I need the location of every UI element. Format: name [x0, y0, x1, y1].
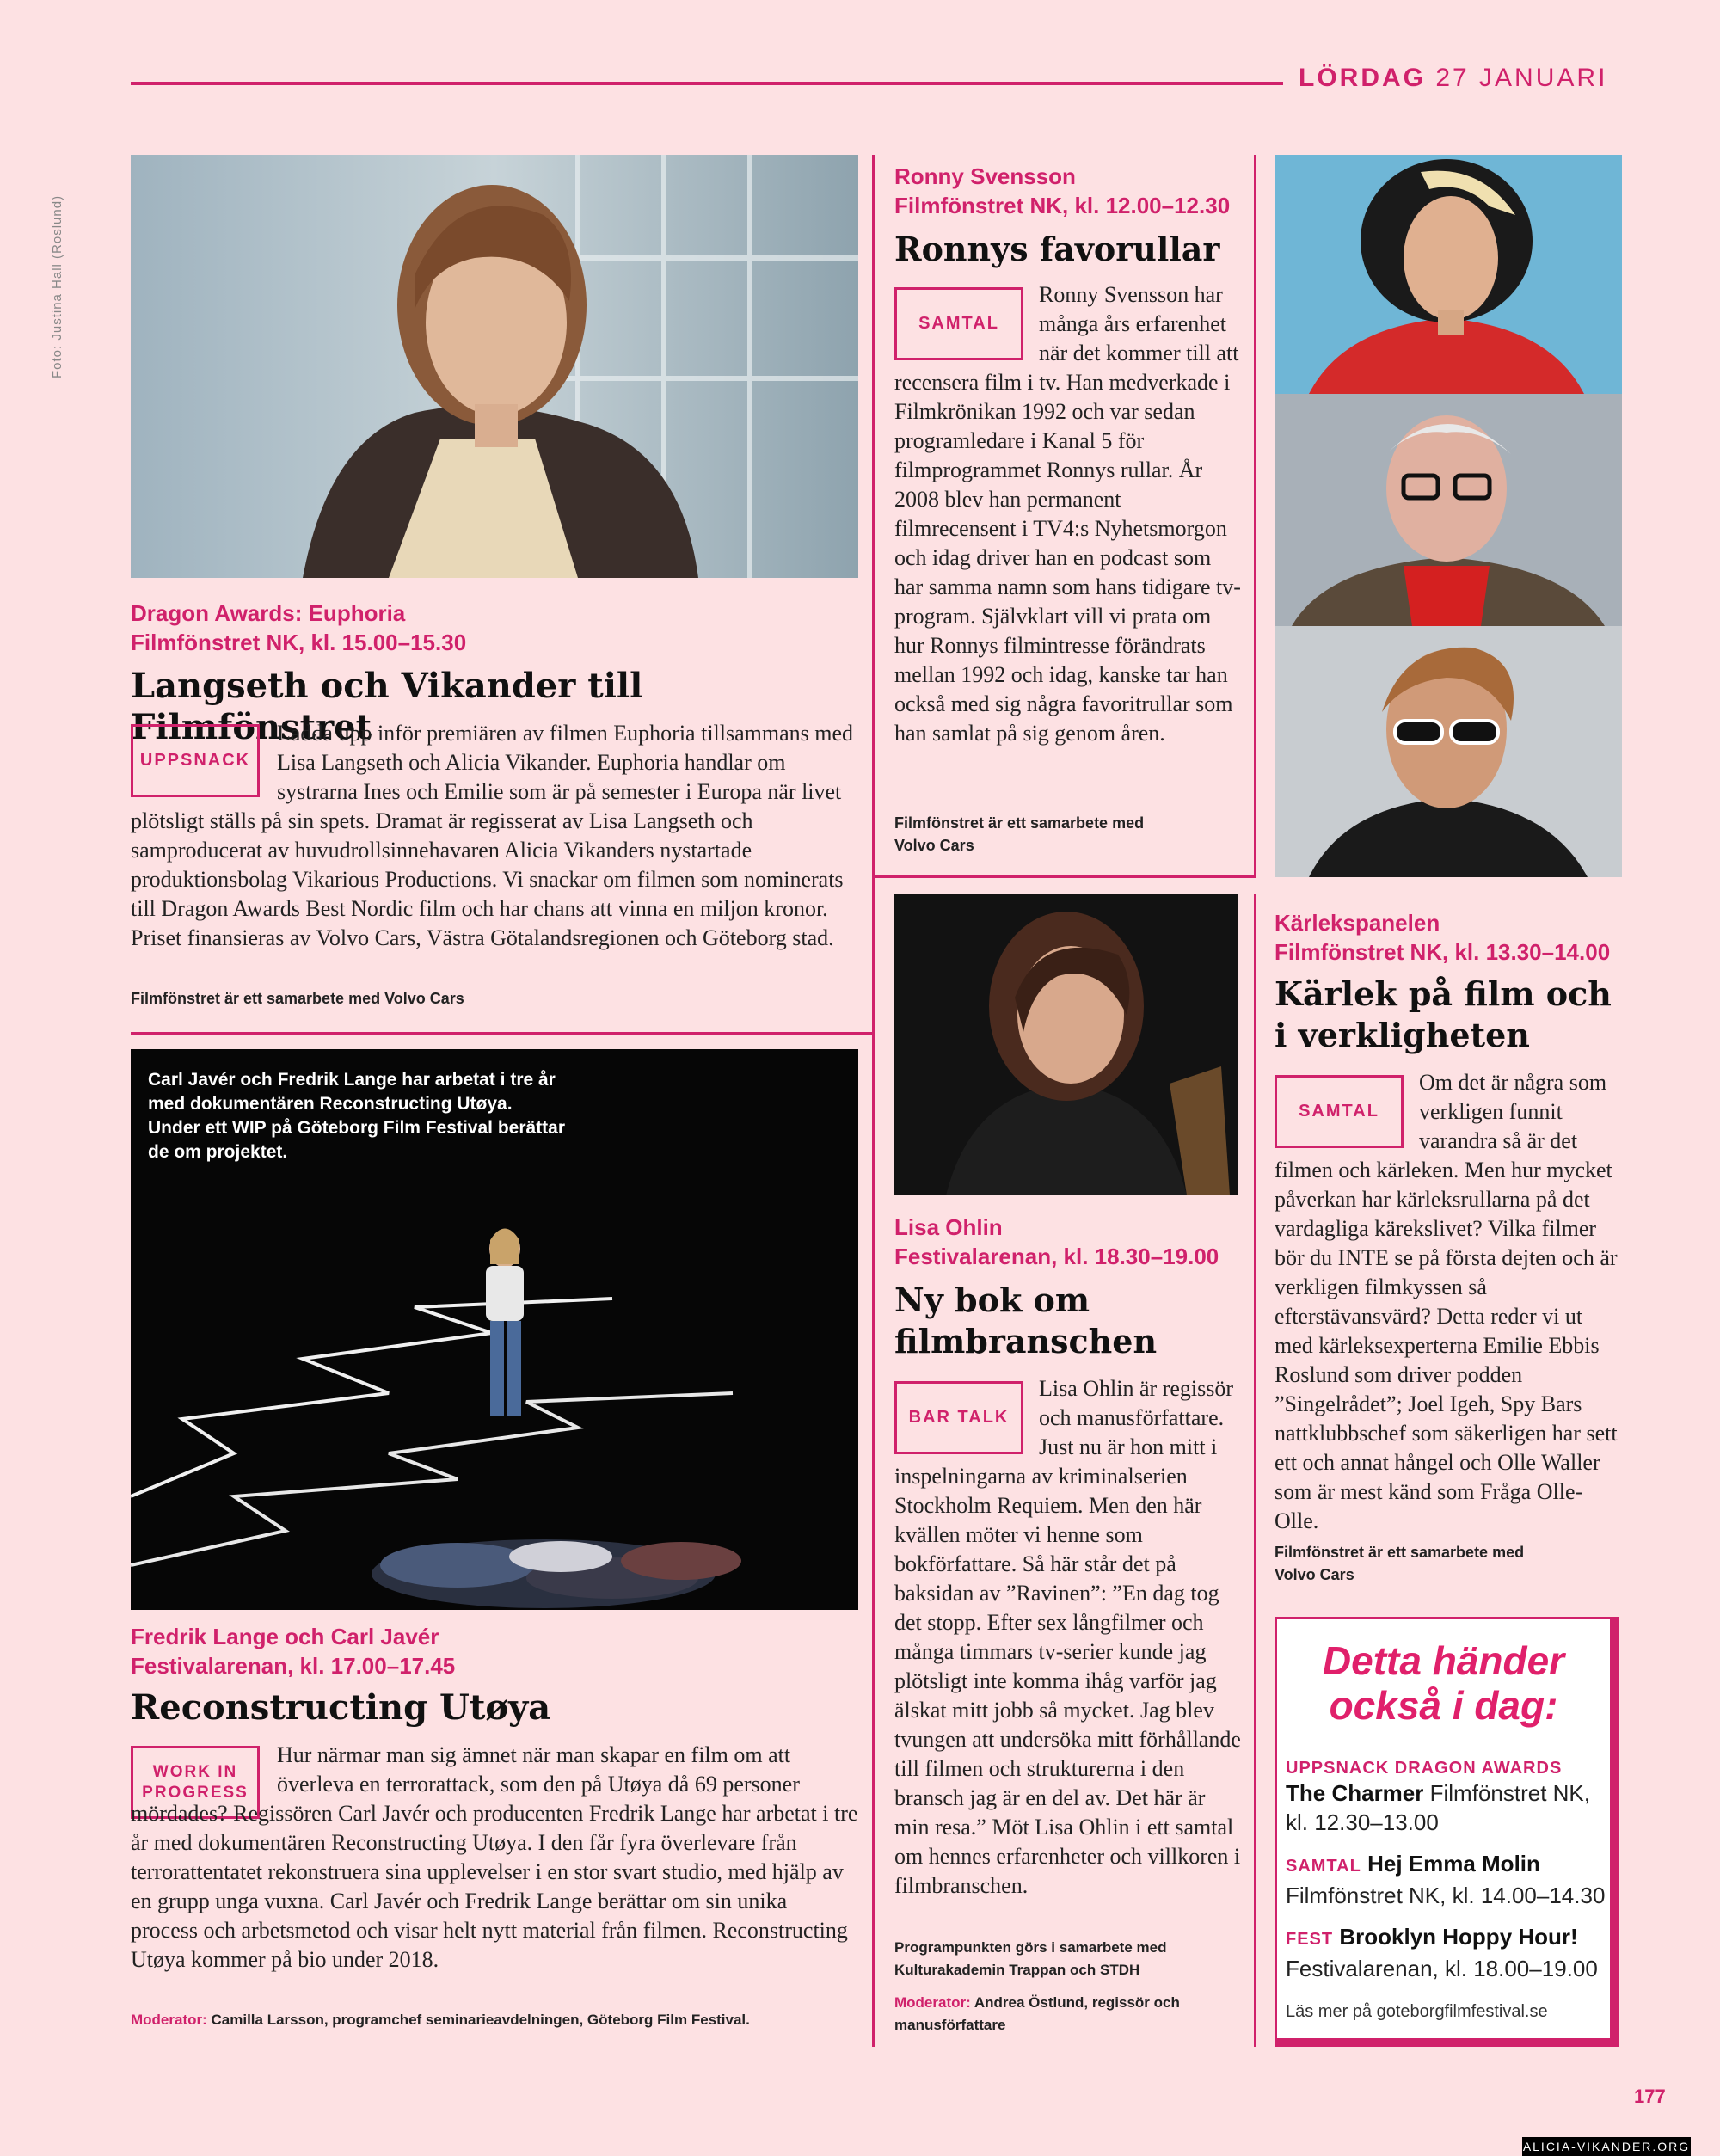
euphoria-note: Filmfönstret är ett samarbete med Volvo Cars — [131, 990, 464, 1007]
event-text — [1286, 1778, 1610, 1837]
col-divider-mid-lower — [1254, 894, 1256, 2047]
lisa-kicker-name: Lisa Ohlin — [894, 1214, 1003, 1240]
karlek-body — [1275, 1068, 1619, 1536]
event-info: Filmfönstret NK, kl. 12.30–13.00 — [1286, 1780, 1590, 1835]
utoya-moderator-label: Moderator: — [131, 2012, 207, 2028]
euphoria-photo — [131, 155, 858, 578]
utoya-moderator — [131, 2009, 870, 2031]
watermark: ALICIA-VIKANDER.ORG — [1522, 2137, 1691, 2156]
karlek-photo-3 — [1275, 626, 1622, 877]
lisa-body-text: Lisa Ohlin är regissör och manusförfattare. Just nu är hon mitt i inspelningarna av kriminalserien Stockholm Requiem. Men den här kvällen möter vi henne som bokförfattare. Så här står det på baksidan av ”Ravinen”: ”En dag tog det stopp. Efter sex långfilmer och många timmars tv-serier kunde jag plötsligt inte komma ihåg varför jag älskat mitt jobb så mycket. Jag blev tvungen att undersöka mitt förhållande till filmen och strukturerna i den bransch jag är en del av. Det här är min resa.” Möt Lisa Ohlin i ett samtal om hennes erfarenheter och villkoren i filmbranschen. — [894, 1376, 1241, 1898]
also-today-title: Detta händer också i dag: — [1322, 1638, 1565, 1728]
lisa-body — [894, 1374, 1243, 1901]
event-info: Filmfönstret NK, kl. 14.00–14.30 — [1286, 1883, 1606, 1908]
header-rule — [131, 82, 1283, 85]
karlek-note: Filmfönstret är ett samarbete med Volvo Cars — [1275, 1544, 1525, 1583]
event-text — [1286, 1849, 1610, 1910]
karlek-tag: SAMTAL — [1275, 1075, 1404, 1148]
karlek-title: Kärlek på film och i verkligheten — [1275, 974, 1612, 1054]
also-today-box — [1275, 1617, 1619, 2047]
col-divider-left — [872, 155, 875, 2047]
page-number: 177 — [1634, 2085, 1666, 2107]
euphoria-kicker — [131, 599, 858, 657]
event-name: The Charmer — [1286, 1780, 1424, 1806]
euphoria-kicker-event: Dragon Awards: Euphoria — [131, 600, 406, 626]
also-today-link[interactable]: Läs mer på goteborgfilmfestival.se — [1286, 2002, 1548, 2021]
utoya-tag: WORK IN PROGRESS — [131, 1746, 260, 1819]
lisa-moderator — [894, 1992, 1243, 2036]
utoya-body — [131, 1741, 858, 1975]
ronny-tag: SAMTAL — [894, 287, 1023, 360]
event-text — [1286, 1922, 1610, 1983]
issue-date — [1299, 64, 1607, 93]
event-info: Festivalarenan, kl. 18.00–19.00 — [1286, 1956, 1598, 1981]
karlek-photo-2 — [1275, 394, 1622, 626]
lisa-moderator-text: Andrea Östlund, regissör och manusförfattare — [894, 1994, 1180, 2033]
utoya-photo-caption: Carl Javér och Fredrik Lange har arbetat i tre år med dokumentären Reconstructing Utøya. Under ett WIP på Göteborg Film Festival berättar de om projektet. — [148, 1070, 566, 1162]
ronny-kicker-time: Filmfönstret NK, kl. 12.00–12.30 — [894, 193, 1231, 218]
karlek-kicker-time: Filmfönstret NK, kl. 13.30–14.00 — [1275, 939, 1611, 965]
utoya-moderator-text: Camilla Larsson, programchef seminarieavdelningen, Göteborg Film Festival. — [211, 2012, 750, 2028]
lisa-kicker — [894, 1213, 1247, 1271]
lisa-tag: BAR TALK — [894, 1381, 1023, 1454]
col-divider-mid — [1254, 155, 1256, 877]
col2-divider — [872, 875, 1256, 878]
euphoria-body — [131, 719, 858, 953]
euphoria-kicker-time: Filmfönstret NK, kl. 15.00–15.30 — [131, 630, 467, 655]
event-list — [1286, 1759, 1610, 2022]
euphoria-tag: UPPSNACK — [131, 724, 260, 797]
utoya-kicker-time: Festivalarenan, kl. 17.00–17.45 — [131, 1653, 456, 1679]
issue-date-text: 27 JANUARI — [1435, 64, 1608, 92]
event-tag: FEST — [1286, 1930, 1334, 1949]
utoya-title: Reconstructing Utøya — [131, 1687, 551, 1728]
karlek-kicker-event: Kärlekspanelen — [1275, 910, 1440, 936]
issue-day: LÖRDAG — [1299, 64, 1426, 92]
col1-divider — [131, 1032, 872, 1035]
utoya-kicker-people: Fredrik Lange och Carl Javér — [131, 1624, 439, 1649]
ronny-body-text: Ronny Svensson har många års erfarenhet när det kommer till att recensera film i tv. Han medverkade i Filmkrönikan 1992 och var sedan programledare i Kanal 5 för filmprogrammet Ronnys rullar. År 2008 blev han permanent filmrecensent i TV4:s Nyhetsmorgon och idag driver han en podcast som har samma namn som hans tidigare tv-program. Självklart vill vi prata om hur Ronnys filmintresse förändrats mellan 1992 och idag, kanske tar han också med sig några favoritrullar som han samlat på sig genom åren. — [894, 282, 1241, 746]
event-tag: UPPSNACK DRAGON AWARDS — [1286, 1759, 1563, 1778]
lisa-title: Ny bok om filmbranschen — [894, 1281, 1158, 1361]
ronny-kicker — [894, 162, 1247, 220]
lisa-kicker-time: Festivalarenan, kl. 18.30–19.00 — [894, 1244, 1219, 1269]
ronny-body — [894, 280, 1243, 748]
event-item — [1286, 1759, 1610, 1837]
ronny-note: Filmfönstret är ett samarbete med Volvo Cars — [894, 814, 1145, 854]
lisa-note: Programpunkten görs i samarbete med Kulturakademin Trappan och STDH — [894, 1939, 1167, 1978]
karlek-body-text: Om det är några som verkligen funnit varandra så är det filmen och kärleken. Men hur mycket påverkan har kärleksrullarna på det vardagliga kärekslivet? Vilka filmer bör du INTE se på första dejten och är verkligen filmkyssen så efterstävansvärd? Detta reder vi ut med kärleksexperterna Emilie Ebbis Roslund som driver podden ”Singelrådet”; Joel Igeh, Spy Bars nattklubbschef som säkerligen har sett ett och annat hångel och Olle Waller som är mest känd som Fråga Olle-Olle. — [1275, 1070, 1618, 1533]
event-item — [1286, 1922, 1610, 1983]
utoya-kicker — [131, 1622, 858, 1680]
ronny-title: Ronnys favorullar — [894, 230, 1220, 268]
euphoria-body-text: Ladda upp inför premiären av filmen Euphoria tillsammans med Lisa Langseth och Alicia Vikander. Euphoria handlar om systrarna Ines och Emilie som är på semester i Europa när livet plötsligt ställs på sin spets. Dramat är regisserat av Lisa Langseth och samproducerat av huvudrollsinnehavaren Alicia Vikanders nystartade produktionsbolag Vikarious Productions. Vi snackar om filmen som nominerats till Dragon Awards Best Nordic film och har chans att vinna en miljon kronor. Priset finansieras av Volvo Cars, Västra Götalandsregionen och Göteborg stad. — [131, 721, 854, 950]
event-name: Hej Emma Molin — [1367, 1851, 1540, 1877]
utoya-body-text: Hur närmar man sig ämnet när man skapar en film om att överleva en terrorattack, som den på Utøya då 69 personer mördades? Regissören Carl Javér och producenten Fredrik Lange har arbetat i tre år med dokumentären Reconstructing Utøya. I den får fyra överlevare från terrorattentatet rekonstruera sina upplevelser i en stor svart studio, med hjälp av en grupp unga vuxna. Carl Javér och Fredrik Lange berättar om sin unika process och arbetsmetod och visar helt nytt material från filmen. Reconstructing Utøya kommer på bio under 2018. — [131, 1742, 858, 1972]
event-name: Brooklyn Hoppy Hour! — [1339, 1924, 1578, 1950]
ronny-kicker-name: Ronny Svensson — [894, 163, 1076, 189]
euphoria-title: Langseth och Vikander till Filmfönstret — [131, 666, 643, 747]
event-item — [1286, 1849, 1610, 1910]
photo-credit: Foto: Justina Hall (Roslund) — [50, 194, 64, 378]
karlek-photo-1 — [1275, 155, 1622, 394]
lisa-photo — [894, 894, 1238, 1195]
karlek-kicker — [1275, 908, 1627, 967]
lisa-moderator-label: Moderator: — [894, 1994, 971, 2011]
event-tag: SAMTAL — [1286, 1857, 1361, 1876]
